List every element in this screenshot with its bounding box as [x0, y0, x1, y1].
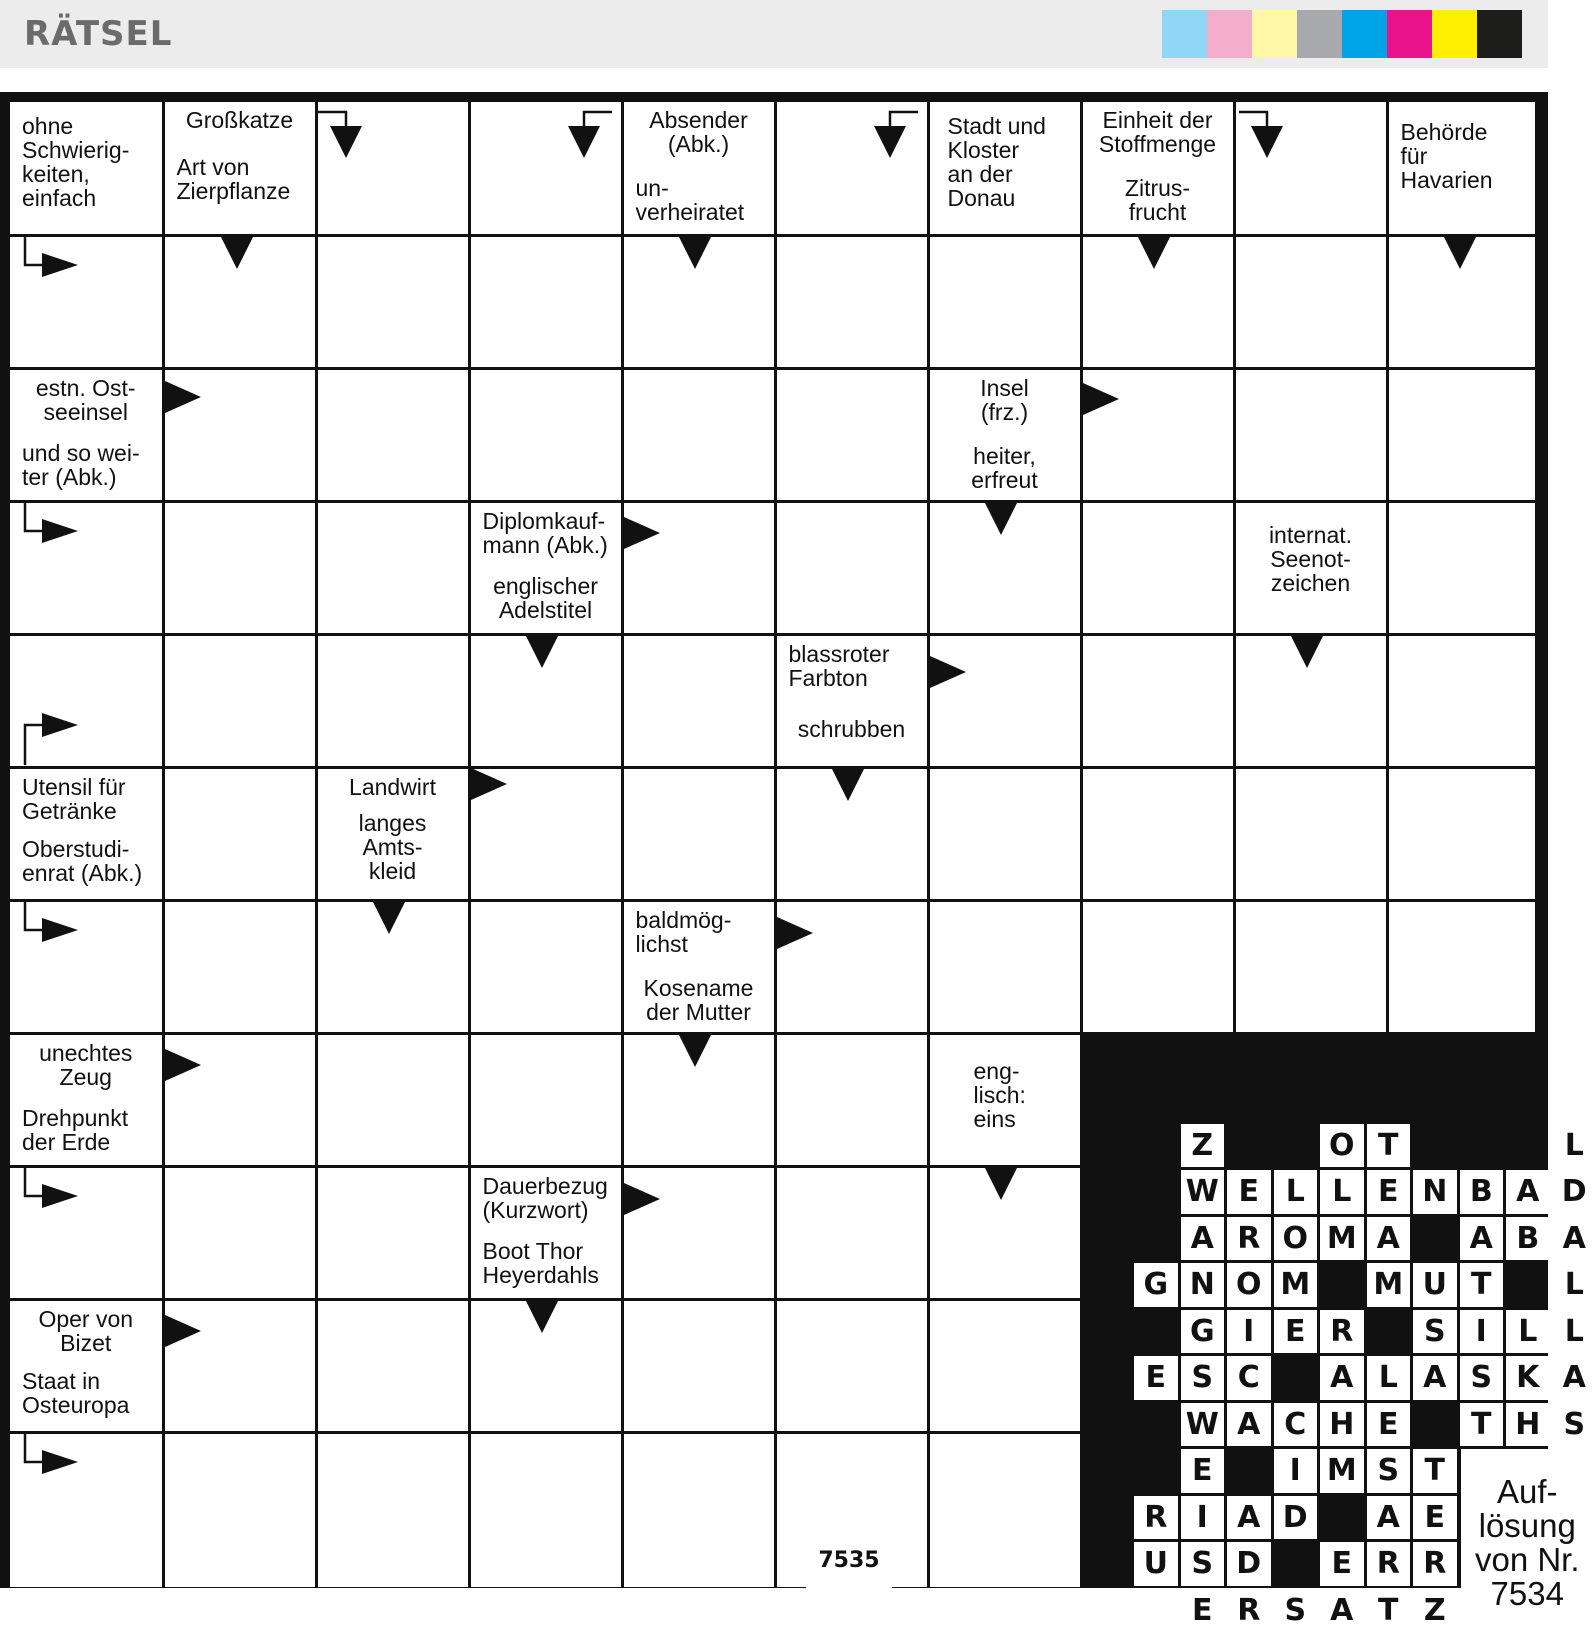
arrow-right-icon — [22, 1166, 82, 1210]
arrow-down-icon — [1442, 235, 1478, 271]
solution-letter: I — [1274, 1449, 1318, 1493]
solution-letter: A — [1227, 1496, 1271, 1540]
clue-c12a: Utensil für Getränke — [10, 769, 162, 830]
solution-letter: A — [1553, 1356, 1596, 1400]
solution-letter: N — [1413, 1170, 1457, 1214]
solution-letter: D — [1227, 1542, 1271, 1586]
solution-letter: R — [1227, 1217, 1271, 1261]
grid-cell — [930, 1301, 1080, 1431]
solution-letter: D — [1274, 1496, 1318, 1540]
solution-letter: A — [1227, 1403, 1271, 1447]
grid-cell — [1389, 370, 1535, 500]
clue-c8a: Insel (frz.) — [930, 370, 1080, 437]
grid-cell — [1236, 370, 1386, 500]
grid-cell — [1083, 902, 1233, 1032]
solution-letter: E — [1274, 1310, 1318, 1354]
grid-cell — [1083, 769, 1233, 899]
solution-letter: A — [1506, 1170, 1550, 1214]
grid-cell — [930, 1434, 1080, 1587]
solution-letter: N — [1181, 1263, 1225, 1307]
solution-letter: H — [1506, 1403, 1550, 1447]
arrow-down-icon — [872, 110, 920, 160]
grid-cell — [1083, 503, 1233, 633]
solution-letter: I — [1460, 1310, 1504, 1354]
solution-letter: M — [1367, 1263, 1411, 1307]
color-swatch — [1252, 10, 1297, 58]
grid-cell — [165, 902, 315, 1032]
solution-letter: U — [1134, 1542, 1178, 1586]
solution-letter: L — [1506, 1310, 1550, 1354]
solution-letter: A — [1367, 1217, 1411, 1261]
solution-letter: E — [1320, 1542, 1364, 1586]
arrow-right-icon — [622, 515, 662, 551]
solution-letter: E — [1367, 1403, 1411, 1447]
clue-c1a: Großkatze — [165, 102, 315, 148]
color-swatch — [1432, 10, 1477, 58]
solution-letter: S — [1413, 1310, 1457, 1354]
grid-cell — [624, 370, 774, 500]
clue-c14b: Kosename der Mutter — [624, 972, 774, 1032]
grid-cell — [1236, 902, 1386, 1032]
grid-cell — [930, 902, 1080, 1032]
solution-letter: R — [1227, 1589, 1271, 1632]
color-calibration-strip — [1162, 10, 1522, 58]
solution-letter: I — [1181, 1496, 1225, 1540]
arrow-right-icon — [622, 1181, 662, 1217]
clue-c9b: englischer Adelstitel — [471, 570, 621, 633]
solution-letter: A — [1181, 1217, 1225, 1261]
grid-cell — [1236, 769, 1386, 899]
color-swatch — [1477, 10, 1522, 58]
grid-cell — [624, 636, 774, 766]
grid-cell — [624, 1301, 774, 1431]
arrow-right-icon — [163, 379, 203, 415]
grid-cell — [1083, 636, 1233, 766]
grid-cell — [1389, 636, 1535, 766]
solution-letter: R — [1367, 1542, 1411, 1586]
solution-letter: B — [1506, 1217, 1550, 1261]
solution-letter: L — [1553, 1124, 1596, 1168]
grid-cell — [318, 370, 468, 500]
clue-c14a: baldmög- lichst — [624, 902, 774, 969]
grid-cell — [318, 1301, 468, 1431]
solution-letter: E — [1181, 1589, 1225, 1632]
clue-c12b: Oberstudi- enrat (Abk.) — [10, 833, 162, 899]
color-swatch — [1387, 10, 1432, 58]
solution-letter: R — [1413, 1542, 1457, 1586]
solution-letter: O — [1320, 1124, 1364, 1168]
grid-cell — [318, 503, 468, 633]
clue-c15a: unechtes Zeug — [10, 1035, 162, 1099]
solution-letter: E — [1367, 1170, 1411, 1214]
arrow-right-icon — [469, 766, 509, 802]
clue-c11a: blassroter Farbton — [777, 636, 927, 710]
solution-letter: L — [1274, 1170, 1318, 1214]
clue-c13a: Landwirt — [318, 769, 468, 804]
solution-letter: A — [1320, 1356, 1364, 1400]
solution-letter: E — [1181, 1449, 1225, 1493]
grid-cell — [471, 902, 621, 1032]
arrow-right-icon — [163, 1313, 203, 1349]
color-swatch — [1162, 10, 1207, 58]
clue-c7a: estn. Ost- seeinsel — [10, 370, 162, 434]
clue-c5a: Einheit der Stoffmenge — [1083, 102, 1233, 169]
clue-c7b: und so wei- ter (Abk.) — [10, 437, 162, 500]
clue-c4: Stadt und Kloster an der Donau — [930, 102, 1080, 234]
clue-c17a: Dauerbezug (Kurzwort) — [471, 1168, 621, 1232]
clue-c6: Behörde für Havarien — [1389, 102, 1535, 234]
arrow-right-icon — [22, 501, 82, 545]
grid-cell — [318, 1035, 468, 1165]
grid-cell — [777, 1035, 927, 1165]
puzzle-number: 7535 — [806, 1548, 892, 1573]
arrow-down-icon — [983, 501, 1019, 537]
solution-letter: K — [1506, 1356, 1550, 1400]
header-bar — [0, 0, 1548, 68]
solution-letter: L — [1553, 1263, 1596, 1307]
grid-cell — [471, 370, 621, 500]
clue-c17b: Boot Thor Heyerdahls — [471, 1235, 621, 1298]
solution-letter: A — [1367, 1496, 1411, 1540]
solution-letter: Z — [1413, 1589, 1457, 1632]
grid-cell — [1389, 769, 1535, 899]
grid-cell — [165, 503, 315, 633]
solution-letter: M — [1320, 1217, 1364, 1261]
arrow-down-icon — [830, 767, 866, 803]
solution-letter: T — [1460, 1263, 1504, 1307]
color-swatch — [1297, 10, 1342, 58]
clue-c3: un- verheiratet — [624, 172, 774, 234]
solution-letter: E — [1413, 1496, 1457, 1540]
solution-letter: L — [1320, 1170, 1364, 1214]
solution-letter: T — [1367, 1124, 1411, 1168]
color-swatch — [1342, 10, 1387, 58]
arrow-down-icon — [524, 1299, 560, 1335]
arrow-down-icon — [524, 634, 560, 670]
grid-cell — [624, 1434, 774, 1587]
arrow-down-icon — [677, 1033, 713, 1069]
grid-cell — [318, 636, 468, 766]
grid-cell — [165, 636, 315, 766]
arrow-right-icon — [22, 1432, 82, 1476]
arrow-right-icon — [928, 654, 968, 690]
clue-c8b: heiter, erfreut — [930, 440, 1080, 500]
grid-cell — [777, 1168, 927, 1298]
solution-letter: C — [1227, 1356, 1271, 1400]
solution-letter: O — [1227, 1263, 1271, 1307]
clue-c18a: Oper von Bizet — [10, 1301, 162, 1362]
solution-letter: A — [1460, 1217, 1504, 1261]
grid-cell — [165, 1168, 315, 1298]
solution-letter: T — [1460, 1403, 1504, 1447]
solution-letter: S — [1181, 1542, 1225, 1586]
arrow-down-icon — [316, 110, 364, 160]
solution-letter: M — [1320, 1449, 1364, 1493]
grid-cell — [1389, 902, 1535, 1032]
arrow-right-icon — [163, 1047, 203, 1083]
solution-letter: S — [1553, 1403, 1596, 1447]
grid-cell — [471, 237, 621, 367]
solution-letter: S — [1274, 1589, 1318, 1632]
solution-letter: A — [1553, 1217, 1596, 1261]
grid-cell — [318, 237, 468, 367]
grid-cell — [471, 1035, 621, 1165]
solution-letter: W — [1181, 1403, 1225, 1447]
clue-c2: Absender (Abk.) — [624, 102, 774, 169]
solution-letter: I — [1227, 1310, 1271, 1354]
grid-cell — [777, 503, 927, 633]
grid-cell — [624, 769, 774, 899]
arrow-down-icon — [1136, 235, 1172, 271]
arrow-down-icon — [1237, 110, 1285, 160]
grid-cell — [165, 1434, 315, 1587]
clue-c10: internat. Seenot- zeichen — [1236, 503, 1386, 633]
solution-letter: M — [1274, 1263, 1318, 1307]
solution-letter: L — [1367, 1356, 1411, 1400]
grid-cell — [930, 769, 1080, 899]
solution-letter: E — [1134, 1356, 1178, 1400]
solution-letter: B — [1460, 1170, 1504, 1214]
solution-letter: D — [1553, 1170, 1596, 1214]
solution-letter: T — [1367, 1589, 1411, 1632]
solution-letter: A — [1413, 1356, 1457, 1400]
solution-letter: S — [1460, 1356, 1504, 1400]
arrow-right-icon — [22, 900, 82, 944]
arrow-down-icon — [983, 1166, 1019, 1202]
clue-c18b: Staat in Osteuropa — [10, 1365, 162, 1431]
grid-cell — [165, 769, 315, 899]
solution-letter: U — [1413, 1263, 1457, 1307]
clue-c16: eng- lisch: eins — [930, 1035, 1080, 1165]
solution-letter: H — [1320, 1403, 1364, 1447]
solution-letter: S — [1181, 1356, 1225, 1400]
grid-cell — [777, 1301, 927, 1431]
arrow-down-icon — [677, 235, 713, 271]
clue-c1b: Art von Zierpflanze — [165, 151, 315, 234]
clue-c9a: Diplomkauf- mann (Abk.) — [471, 503, 621, 567]
arrow-down-icon — [219, 235, 255, 271]
solution-letter: W — [1181, 1170, 1225, 1214]
arrow-right-icon — [775, 915, 815, 951]
solution-letter: C — [1274, 1403, 1318, 1447]
arrow-down-icon — [371, 900, 407, 936]
arrow-right-icon — [22, 235, 82, 279]
grid-cell — [930, 237, 1080, 367]
solution-letter: L — [1553, 1310, 1596, 1354]
solution-letter: E — [1227, 1170, 1271, 1214]
solution-letter: S — [1367, 1449, 1411, 1493]
solution-letter: G — [1134, 1263, 1178, 1307]
solution-letter: R — [1320, 1310, 1364, 1354]
grid-cell — [318, 1168, 468, 1298]
clue-c0: ohne Schwierig- keiten, einfach — [10, 102, 162, 234]
arrow-right-icon — [22, 711, 82, 767]
arrow-down-icon — [566, 110, 614, 160]
clue-c5b: Zitrus- frucht — [1083, 172, 1233, 234]
arrow-right-icon — [1081, 381, 1121, 417]
arrow-down-icon — [1289, 634, 1325, 670]
grid-cell — [777, 237, 927, 367]
solution-caption: Auf- lösung von Nr. 7534 — [1461, 1449, 1595, 1630]
clue-c13b: langes Amts- kleid — [318, 807, 468, 899]
grid-cell — [1236, 237, 1386, 367]
solution-letter: O — [1274, 1217, 1318, 1261]
color-swatch — [1207, 10, 1252, 58]
solution-letter: R — [1134, 1496, 1178, 1540]
solution-letter: A — [1320, 1589, 1364, 1632]
clue-c11b: schrubben — [777, 713, 927, 766]
solution-letter: Z — [1181, 1124, 1225, 1168]
grid-cell — [777, 370, 927, 500]
solution-letter: T — [1413, 1449, 1457, 1493]
solution-letter: G — [1181, 1310, 1225, 1354]
grid-cell — [1389, 503, 1535, 633]
grid-cell — [318, 1434, 468, 1587]
crossword-grid — [0, 92, 1548, 1588]
grid-cell — [471, 1434, 621, 1587]
clue-c15b: Drehpunkt der Erde — [10, 1102, 162, 1165]
page-title: RÄTSEL — [24, 14, 172, 54]
